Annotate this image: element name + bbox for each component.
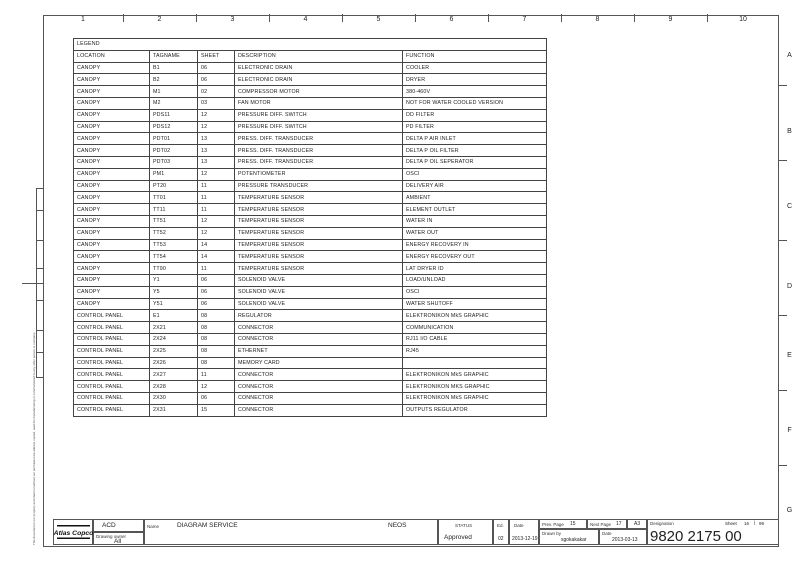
- table-cell: CANOPY: [74, 227, 150, 239]
- row-letter: D: [786, 283, 793, 290]
- table-cell: PRESSURE TRANSDUCER: [235, 180, 403, 192]
- table-cell: CANOPY: [74, 109, 150, 121]
- table-row: [74, 121, 547, 133]
- table-cell: CANOPY: [74, 274, 150, 286]
- prev-page-label: Prev. Page: [542, 522, 564, 527]
- table-row: [74, 392, 547, 404]
- table-cell: TT54: [150, 251, 198, 263]
- legend-table: [73, 38, 547, 417]
- table-cell: RJ45: [403, 345, 547, 357]
- table-cell: PDT02: [150, 145, 198, 157]
- prev-page-cell: [539, 519, 587, 529]
- table-cell: 2X30: [150, 392, 198, 404]
- table-cell: CONTROL PANEL: [74, 369, 150, 381]
- table-cell: COMPRESSOR MOTOR: [235, 86, 403, 98]
- column-number: 5: [376, 16, 381, 23]
- table-cell: ELEKTRONIKON MKS GRAPHIC: [403, 381, 547, 393]
- table-cell: CANOPY: [74, 263, 150, 275]
- table-cell: ELEKTRONIKON MkS GRAPHIC: [403, 369, 547, 381]
- left-tick: [36, 210, 43, 211]
- table-cell: M1: [150, 86, 198, 98]
- table-cell: TT11: [150, 204, 198, 216]
- table-cell: POTENTIOMETER: [235, 168, 403, 180]
- table-cell: PRESSURE DIFF. SWITCH: [235, 121, 403, 133]
- table-row: [74, 215, 547, 227]
- table-cell: 08: [198, 345, 235, 357]
- table-cell: PRESS. DIFF. TRANSDUCER: [235, 133, 403, 145]
- table-cell: 08: [198, 310, 235, 322]
- table-cell: 15: [198, 404, 235, 416]
- logo-text: Atlas Copco: [53, 530, 94, 537]
- table-cell: 06: [198, 392, 235, 404]
- table-cell: PDT03: [150, 156, 198, 168]
- table-cell: 2X25: [150, 345, 198, 357]
- table-cell: CANOPY: [74, 239, 150, 251]
- table-row: [74, 263, 547, 275]
- table-cell: 14: [198, 239, 235, 251]
- table-cell: COMMUNICATION: [403, 322, 547, 334]
- table-cell: CANOPY: [74, 204, 150, 216]
- table-cell: WATER IN: [403, 215, 547, 227]
- table-cell: CONNECTOR: [235, 322, 403, 334]
- table-cell: CONTROL PANEL: [74, 345, 150, 357]
- table-cell: CONTROL PANEL: [74, 322, 150, 334]
- atlas-copco-logo: [53, 525, 94, 539]
- table-cell: ELEMENT OUTLET: [403, 204, 547, 216]
- row-divider: [779, 465, 787, 466]
- next-page: 17: [616, 521, 622, 527]
- table-cell: CONTROL PANEL: [74, 404, 150, 416]
- edition-label: Ed.: [497, 523, 504, 528]
- header-cell: TAGNAME: [150, 50, 198, 62]
- table-row: [74, 109, 547, 121]
- table-cell: WATER SHUTOFF: [403, 298, 547, 310]
- table-row: [74, 62, 547, 74]
- table-cell: CONTROL PANEL: [74, 392, 150, 404]
- table-cell: 12: [198, 168, 235, 180]
- sheet-total: 99: [759, 521, 765, 526]
- table-cell: PDS11: [150, 109, 198, 121]
- header-cell: DESCRIPTION: [235, 50, 403, 62]
- table-cell: CANOPY: [74, 62, 150, 74]
- table-cell: 06: [198, 62, 235, 74]
- sheet-separator: |: [754, 520, 756, 525]
- table-cell: DELIVERY AIR: [403, 180, 547, 192]
- table-cell: 06: [198, 298, 235, 310]
- table-cell: 14: [198, 251, 235, 263]
- row-letter: A: [787, 52, 792, 59]
- sheet-number: 16: [744, 521, 750, 526]
- table-cell: 11: [198, 180, 235, 192]
- table-row: [74, 145, 547, 157]
- logo-cell: [53, 519, 93, 545]
- edition-value: 02: [498, 536, 504, 542]
- drawn-by-cell: [539, 529, 599, 545]
- row-divider: [779, 160, 787, 161]
- table-cell: TT52: [150, 227, 198, 239]
- designation-label: Designation: [650, 521, 674, 526]
- left-center-mark: [22, 283, 43, 284]
- table-cell: 12: [198, 381, 235, 393]
- date2-value: 2013-03-13: [612, 537, 638, 543]
- edition-cell: [493, 519, 509, 545]
- status-cell: [438, 519, 493, 545]
- table-row: [74, 274, 547, 286]
- table-cell: 06: [198, 74, 235, 86]
- legend-title-row: [74, 39, 547, 51]
- column-number: 3: [230, 16, 235, 23]
- name-label: Name: [147, 524, 160, 529]
- table-cell: PRESS. DIFF. TRANSDUCER: [235, 156, 403, 168]
- table-cell: 12: [198, 109, 235, 121]
- table-cell: 2X27: [150, 369, 198, 381]
- table-cell: DELTA P AIR INLET: [403, 133, 547, 145]
- table-cell: CONNECTOR: [235, 381, 403, 393]
- drawn-by: sgokakakar: [561, 537, 587, 543]
- format-cell: [627, 519, 647, 529]
- table-cell: DRYER: [403, 74, 547, 86]
- table-cell: LOAD/UNLOAD: [403, 274, 547, 286]
- date-value: 2013-12-19: [512, 536, 538, 542]
- table-cell: 380-460V: [403, 86, 547, 98]
- table-cell: CANOPY: [74, 86, 150, 98]
- left-tick: [36, 377, 43, 378]
- prev-page: 15: [570, 521, 576, 527]
- column-number: 10: [739, 16, 747, 23]
- table-cell: WATER OUT: [403, 227, 547, 239]
- table-row: [74, 239, 547, 251]
- table-cell: TT51: [150, 215, 198, 227]
- table-cell: Y51: [150, 298, 198, 310]
- column-number: 4: [303, 16, 308, 23]
- row-letter: G: [786, 507, 793, 514]
- table-cell: COOLER: [403, 62, 547, 74]
- table-row: [74, 333, 547, 345]
- table-cell: 11: [198, 204, 235, 216]
- table-cell: 08: [198, 322, 235, 334]
- table-cell: CONNECTOR: [235, 333, 403, 345]
- table-cell: CANOPY: [74, 156, 150, 168]
- table-cell: TEMPERATURE SENSOR: [235, 215, 403, 227]
- table-cell: PM1: [150, 168, 198, 180]
- row-letter: F: [787, 427, 792, 434]
- table-row: [74, 381, 547, 393]
- table-row: [74, 204, 547, 216]
- table-row: [74, 298, 547, 310]
- table-cell: 13: [198, 156, 235, 168]
- table-cell: CONNECTOR: [235, 404, 403, 416]
- table-cell: PDT01: [150, 133, 198, 145]
- table-cell: REGULATOR: [235, 310, 403, 322]
- table-cell: CANOPY: [74, 74, 150, 86]
- table-cell: LAT DRYER ID: [403, 263, 547, 275]
- legend-header-row: [74, 50, 547, 62]
- next-page-label: Next Page: [590, 522, 612, 527]
- date-label: Date: [514, 523, 524, 528]
- row-divider: [779, 315, 787, 316]
- table-cell: DELTA P OIL FILTER: [403, 145, 547, 157]
- division-cell: [93, 519, 144, 532]
- table-cell: CANOPY: [74, 215, 150, 227]
- table-row: [74, 168, 547, 180]
- table-cell: CANOPY: [74, 97, 150, 109]
- table-cell: 2X31: [150, 404, 198, 416]
- table-cell: 11: [198, 192, 235, 204]
- table-cell: MEMORY CARD: [235, 357, 403, 369]
- date2-cell: [599, 529, 647, 545]
- table-cell: Y1: [150, 274, 198, 286]
- column-number: 1: [81, 16, 85, 23]
- name-cell: [144, 519, 438, 545]
- column-number: 8: [595, 16, 600, 23]
- header-cell: LOCATION: [74, 50, 150, 62]
- header-cell: SHEET: [198, 50, 235, 62]
- table-cell: TEMPERATURE SENSOR: [235, 239, 403, 251]
- date2-label: Date: [602, 531, 612, 536]
- table-cell: TEMPERATURE SENSOR: [235, 263, 403, 275]
- column-number: 9: [668, 16, 673, 23]
- table-cell: CONTROL PANEL: [74, 333, 150, 345]
- table-cell: ELEKTRONIKON MkS GRAPHIC: [403, 392, 547, 404]
- row-letter: C: [786, 203, 793, 210]
- table-cell: SOLENOID VALVE: [235, 274, 403, 286]
- table-cell: 2X21: [150, 322, 198, 334]
- table-cell: 02: [198, 86, 235, 98]
- table-cell: 2X28: [150, 381, 198, 393]
- table-row: [74, 97, 547, 109]
- table-row: [74, 310, 547, 322]
- table-cell: 13: [198, 145, 235, 157]
- table-cell: CONNECTOR: [235, 392, 403, 404]
- table-cell: CANOPY: [74, 251, 150, 263]
- table-cell: ELEKTRONIKON MkS GRAPHIC: [403, 310, 547, 322]
- date-cell: [509, 519, 539, 545]
- table-row: [74, 357, 547, 369]
- table-row: [74, 227, 547, 239]
- row-divider: [779, 240, 787, 241]
- left-tick: [36, 300, 43, 301]
- table-cell: 06: [198, 274, 235, 286]
- drawing-name: DIAGRAM SERVICE: [177, 522, 238, 529]
- table-cell: CANOPY: [74, 145, 150, 157]
- table-row: [74, 345, 547, 357]
- header-cell: FUNCTION: [403, 50, 547, 62]
- table-cell: PT20: [150, 180, 198, 192]
- left-tick: [36, 352, 43, 353]
- table-cell: ELECTRONIC DRAIN: [235, 62, 403, 74]
- table-cell: OSCI: [403, 168, 547, 180]
- table-cell: DELTA P OIL SEPERATOR: [403, 156, 547, 168]
- row-letter: E: [787, 352, 792, 359]
- table-cell: ENERGY RECOVERY IN: [403, 239, 547, 251]
- table-cell: ENERGY RECOVERY OUT: [403, 251, 547, 263]
- table-cell: NOT FOR WATER COOLED VERSION: [403, 97, 547, 109]
- table-cell: DD FILTER: [403, 109, 547, 121]
- table-cell: RJ11 I/O CABLE: [403, 333, 547, 345]
- drawn-by-label: Drawn by: [542, 531, 562, 536]
- table-cell: 08: [198, 333, 235, 345]
- designation-cell: [647, 519, 779, 545]
- table-cell: 11: [198, 369, 235, 381]
- table-cell: PRESS. DIFF. TRANSDUCER: [235, 145, 403, 157]
- table-cell: 2X26: [150, 357, 198, 369]
- table-cell: AMBIENT: [403, 192, 547, 204]
- table-cell: CANOPY: [74, 192, 150, 204]
- table-row: [74, 156, 547, 168]
- table-row: [74, 180, 547, 192]
- table-cell: PD FILTER: [403, 121, 547, 133]
- table-cell: TT90: [150, 263, 198, 275]
- drawing-owner-label: Drawing owner: [96, 534, 127, 539]
- table-cell: B2: [150, 74, 198, 86]
- format-value: A3: [634, 521, 641, 527]
- table-cell: CONTROL PANEL: [74, 357, 150, 369]
- table-cell: 08: [198, 357, 235, 369]
- table-cell: TT53: [150, 239, 198, 251]
- table-cell: ETHERNET: [235, 345, 403, 357]
- table-row: [74, 251, 547, 263]
- table-cell: TEMPERATURE SENSOR: [235, 204, 403, 216]
- row-divider: [779, 85, 787, 86]
- table-cell: TEMPERATURE SENSOR: [235, 192, 403, 204]
- table-row: [74, 369, 547, 381]
- table-cell: CONTROL PANEL: [74, 381, 150, 393]
- table-cell: 12: [198, 121, 235, 133]
- table-cell: 2X24: [150, 333, 198, 345]
- table-cell: PDS12: [150, 121, 198, 133]
- table-cell: 03: [198, 97, 235, 109]
- table-cell: CANOPY: [74, 168, 150, 180]
- table-row: [74, 86, 547, 98]
- table-cell: TEMPERATURE SENSOR: [235, 227, 403, 239]
- column-number: 6: [449, 16, 454, 23]
- table-cell: 13: [198, 133, 235, 145]
- copyright-note: This document is our property and shall not without our permission be altered, copied, used for manufacturing or communicated to any other person or company.: [32, 331, 36, 545]
- table-cell: PRESSURE DIFF. SWITCH: [235, 109, 403, 121]
- designation-number: 9820 2175 00: [650, 528, 742, 545]
- table-cell: CONNECTOR: [235, 369, 403, 381]
- table-cell: TEMPERATURE SENSOR: [235, 251, 403, 263]
- table-cell: [403, 357, 547, 369]
- table-cell: Y5: [150, 286, 198, 298]
- row-letter: B: [787, 128, 792, 135]
- column-number: 7: [522, 16, 527, 23]
- table-cell: OSCI: [403, 286, 547, 298]
- table-cell: ELECTRONIC DRAIN: [235, 74, 403, 86]
- table-cell: 12: [198, 227, 235, 239]
- next-page-cell: [587, 519, 627, 529]
- table-cell: SOLENOID VALVE: [235, 286, 403, 298]
- left-tick: [36, 268, 43, 269]
- table-cell: CANOPY: [74, 121, 150, 133]
- table-row: [74, 404, 547, 416]
- table-cell: M2: [150, 97, 198, 109]
- drawing-owner: All: [114, 538, 122, 545]
- table-cell: 11: [198, 263, 235, 275]
- product-name: NEOS: [388, 522, 407, 529]
- table-row: [74, 133, 547, 145]
- status-label: STATUS: [455, 523, 473, 528]
- table-row: [74, 286, 547, 298]
- drawing-owner-cell: [93, 532, 144, 545]
- table-cell: 12: [198, 215, 235, 227]
- left-tick: [36, 240, 43, 241]
- table-row: [74, 74, 547, 86]
- left-tick: [36, 188, 43, 189]
- status-value: Approved: [444, 534, 472, 541]
- table-cell: CANOPY: [74, 286, 150, 298]
- left-tick: [36, 330, 43, 331]
- sheet-label: Sheet: [725, 521, 737, 526]
- table-cell: TT01: [150, 192, 198, 204]
- table-cell: B1: [150, 62, 198, 74]
- table-row: [74, 322, 547, 334]
- table-cell: CANOPY: [74, 180, 150, 192]
- table-cell: CANOPY: [74, 298, 150, 310]
- table-cell: FAN MOTOR: [235, 97, 403, 109]
- row-divider: [779, 390, 787, 391]
- table-cell: CONTROL PANEL: [74, 310, 150, 322]
- column-number: 2: [157, 16, 162, 23]
- table-cell: E1: [150, 310, 198, 322]
- table-cell: 06: [198, 286, 235, 298]
- division: ACD: [102, 522, 116, 529]
- legend-title: LEGEND: [74, 39, 547, 51]
- table-row: [74, 192, 547, 204]
- table-cell: SOLENOID VALVE: [235, 298, 403, 310]
- table-cell: OUTPUTS REGULATOR: [403, 404, 547, 416]
- table-cell: CANOPY: [74, 133, 150, 145]
